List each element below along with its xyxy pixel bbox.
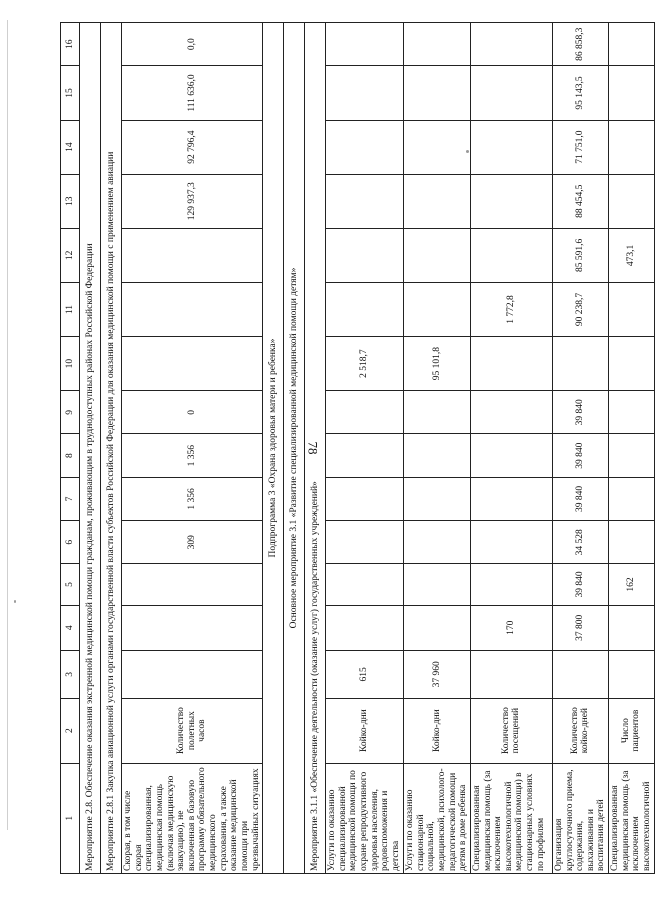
table-row [101,23,122,874]
value-cell: 39 840 [552,564,608,605]
value-cell [404,120,471,174]
value-cell: 0 [122,391,263,434]
column-number: 2 [61,698,80,763]
column-number: 12 [61,228,80,282]
section-heading: Основное мероприятие 3.1 «Развитие специализированной медицинской помощи детям» [284,23,305,874]
value-cell [404,477,471,520]
table-body [61,23,655,874]
column-number: 6 [61,521,80,564]
value-cell: 615 [326,651,404,699]
section-heading: Подпрограмма 3 «Охрана здоровья матери и ребенка» [263,23,284,874]
value-cell: 309 [122,521,263,564]
value-cell: 71 751,0 [552,120,608,174]
value-cell: 473,1 [609,228,655,282]
column-number: 11 [61,282,80,336]
value-cell [609,651,655,699]
value-cell [122,564,263,605]
column-number: 5 [61,564,80,605]
value-cell [470,174,552,228]
section-heading: Мероприятие 2.8.1 Закупка авиационной услуги органами государственной власти субъектов Российской Федерации для оказания медицинской помощи с применением авиации [101,23,122,874]
value-cell [326,605,404,650]
value-cell [609,521,655,564]
value-cell [470,391,552,434]
value-cell [609,23,655,66]
service-description: Специализированная медицинская помощь (за исключением высокотехнологичной [609,763,655,873]
value-cell [326,477,404,520]
scan-edge-line [7,20,8,830]
value-cell [326,521,404,564]
value-cell: 92 796,4 [122,120,263,174]
value-cell [470,228,552,282]
table-row [470,23,552,874]
value-cell [470,337,552,391]
value-cell [122,605,263,650]
column-number: 3 [61,651,80,699]
value-cell [470,23,552,66]
table-row [122,23,263,874]
value-cell: 1 772,8 [470,282,552,336]
value-cell [326,120,404,174]
service-description: Скорая, в том числе скорая специализированная, медицинская помощь (включая медицинскую эвакуацию), не включенная в базовую программу обязательного медицинского страхования, а также оказание медицинской помощи при чрезвычайных ситуациях [122,763,263,873]
scan-dust-spot [14,600,16,603]
unit-of-measure: Количество посещений [470,698,552,763]
value-cell: 95 143,5 [552,66,608,120]
column-number: 15 [61,66,80,120]
header-row [61,23,80,874]
value-cell [609,434,655,477]
value-cell [404,23,471,66]
rotated-table-container [60,22,652,874]
value-cell [404,434,471,477]
value-cell: 1 356 [122,477,263,520]
column-number: 8 [61,434,80,477]
value-cell: 39 840 [552,477,608,520]
value-cell [552,651,608,699]
value-cell: 2 518,7 [326,337,404,391]
value-cell [404,605,471,650]
value-cell [609,337,655,391]
value-cell [609,605,655,650]
value-cell [404,391,471,434]
value-cell [609,120,655,174]
value-cell [609,66,655,120]
value-cell: 88 454,5 [552,174,608,228]
value-cell: 1 356 [122,434,263,477]
value-cell [326,174,404,228]
value-cell [470,434,552,477]
table-row [552,23,608,874]
value-cell [404,521,471,564]
column-number: 1 [61,763,80,873]
column-number: 7 [61,477,80,520]
value-cell [404,282,471,336]
value-cell [470,521,552,564]
value-cell [122,228,263,282]
service-description: Организация круглосуточного приема, содержания, выхаживания и воспитания детей [552,763,608,873]
value-cell: 85 591,6 [552,228,608,282]
value-cell [122,651,263,699]
unit-of-measure: Количество полетных часов [122,698,263,763]
value-cell: 0,0 [122,23,263,66]
value-cell [326,23,404,66]
value-cell [470,477,552,520]
table-row [326,23,404,874]
value-cell [404,66,471,120]
value-cell: 39 840 [552,434,608,477]
value-cell [404,174,471,228]
value-cell: 95 101,8 [404,337,471,391]
value-cell [326,564,404,605]
page-number: 78 [305,441,321,455]
unit-of-measure: Число пациентов [609,698,655,763]
service-description: Услуги по оказанию специализированной медицинской помощи по охране репродуктивного здоровья населения, родовспоможения и детства [326,763,404,873]
column-number: 4 [61,605,80,650]
value-cell [326,282,404,336]
value-cell: 90 238,7 [552,282,608,336]
value-cell: 111 636,0 [122,66,263,120]
table-row [609,23,655,874]
value-cell [609,391,655,434]
table-row [305,23,326,874]
column-number: 14 [61,120,80,174]
value-cell [326,228,404,282]
column-number: 13 [61,174,80,228]
value-cell [122,337,263,391]
table-row [284,23,305,874]
value-cell: 129 937,3 [122,174,263,228]
value-cell: 86 858,3 [552,23,608,66]
service-description: Специализированная медицинская помощь (за исключением высокотехнологичной медицинской помощи) в стационарных условиях по профилям [470,763,552,873]
section-heading: Мероприятие 3.1.1 «Обеспечение деятельности (оказание услуг) государственных учреждений» [305,23,326,874]
value-cell: 39 840 [552,391,608,434]
value-cell [404,564,471,605]
value-cell: 37 960 [404,651,471,699]
value-cell [404,228,471,282]
value-cell [470,66,552,120]
table-row [404,23,471,874]
value-cell [552,337,608,391]
value-cell: 37 800 [552,605,608,650]
value-cell [609,477,655,520]
value-cell [470,120,552,174]
value-cell [326,391,404,434]
unit-of-measure: Количество койко-дней [552,698,608,763]
value-cell [470,564,552,605]
value-cell: 162 [609,564,655,605]
section-heading: Мероприятие 2.8. Обеспечение оказания экстренной медицинской помощи гражданам, проживающим в труднодоступных районах Российской Федерации [80,23,101,874]
value-cell [122,282,263,336]
column-number: 9 [61,391,80,434]
value-cell: 170 [470,605,552,650]
data-table [60,22,655,874]
column-number: 10 [61,337,80,391]
value-cell [609,282,655,336]
table-row [263,23,284,874]
value-cell [470,651,552,699]
table-row [80,23,101,874]
value-cell [326,434,404,477]
service-description: Услуги по оказанию стационарной социальной, медицинской, психолого-педагогической помощи детям в доме ребенка [404,763,471,873]
value-cell: 34 528 [552,521,608,564]
value-cell [326,66,404,120]
column-number: 16 [61,23,80,66]
unit-of-measure: Койко-дни [326,698,404,763]
value-cell [609,174,655,228]
unit-of-measure: Койко-дни [404,698,471,763]
